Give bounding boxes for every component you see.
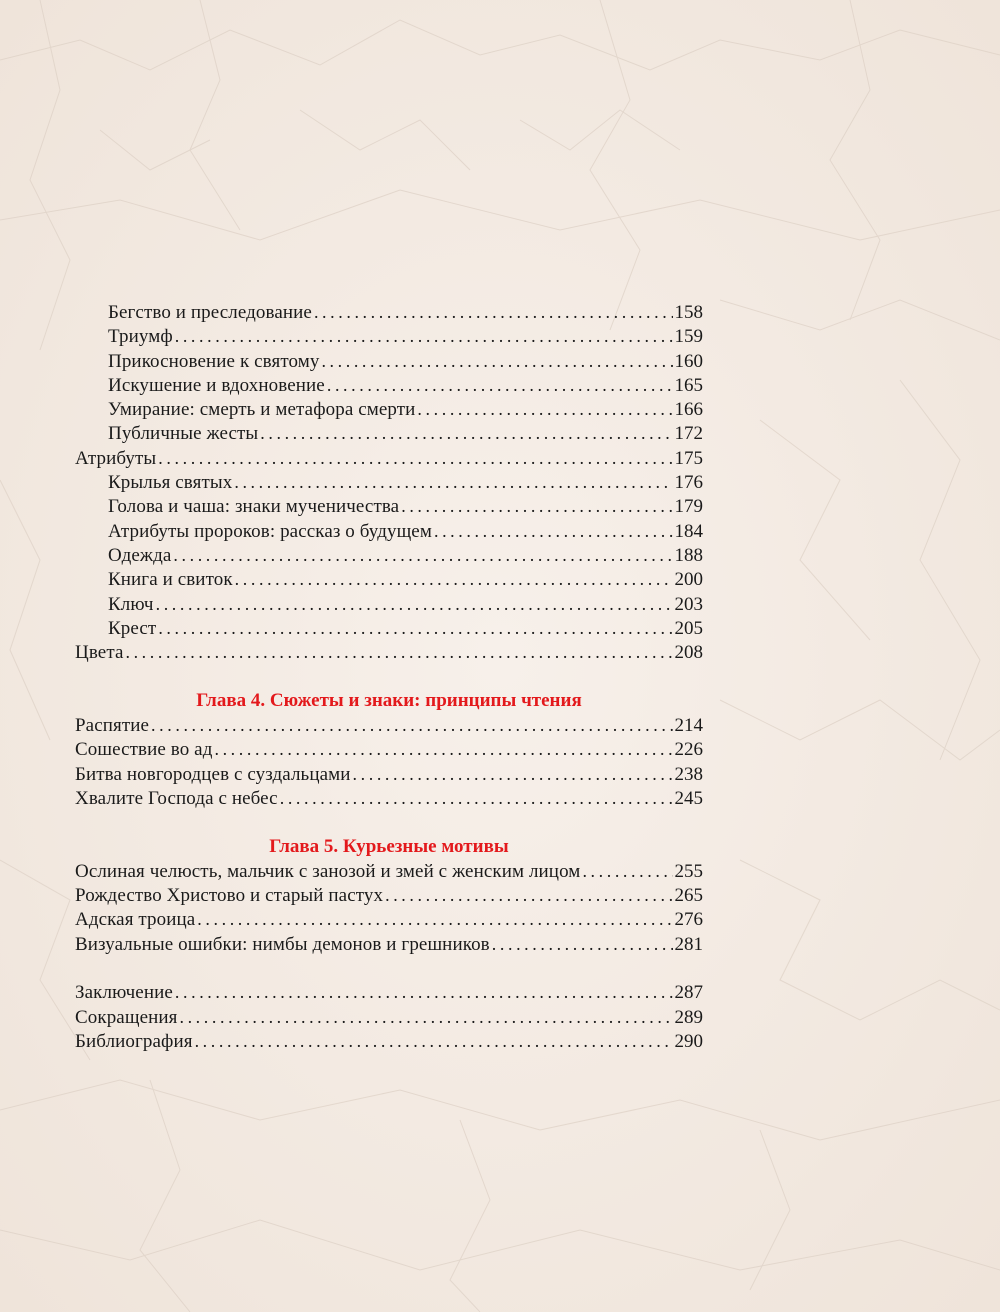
- toc-entry[interactable]: [75, 592, 703, 616]
- toc-entry-title: Ослиная челюсть, мальчик с занозой и змей с женским лицом: [75, 860, 581, 882]
- toc-section-chapter4: [75, 713, 703, 810]
- toc-dot-leader: [214, 737, 672, 761]
- toc-entry-title: Одежда: [108, 544, 172, 566]
- toc-entry[interactable]: [75, 616, 703, 640]
- toc-entry-title: Прикосновение к святому: [108, 350, 320, 372]
- toc-entry-title: Визуальные ошибки: нимбы демонов и грешников: [75, 933, 490, 955]
- toc-page-number: 165: [674, 374, 703, 396]
- toc-dot-leader: [385, 883, 672, 907]
- toc-entry[interactable]: [75, 300, 703, 324]
- toc-entry[interactable]: [75, 519, 703, 543]
- toc-entry[interactable]: [75, 859, 703, 883]
- toc-entry[interactable]: [75, 373, 703, 397]
- toc-page-number: 276: [674, 909, 703, 931]
- toc-entry[interactable]: [75, 1005, 703, 1029]
- toc-entry[interactable]: [75, 737, 703, 761]
- toc-page-number: 214: [674, 715, 703, 737]
- toc-entry-title: Атрибуты пророков: рассказ о будущем: [108, 520, 432, 542]
- toc-dot-leader: [492, 932, 673, 956]
- toc-entry[interactable]: [75, 786, 703, 810]
- toc-page-number: 208: [674, 642, 703, 664]
- toc-page-number: 200: [674, 569, 703, 591]
- toc-page-number: 281: [674, 933, 703, 955]
- toc-page-number: 205: [674, 617, 703, 639]
- toc-dot-leader: [175, 980, 673, 1004]
- toc-page-number: 160: [674, 350, 703, 372]
- toc-dot-leader: [314, 300, 673, 324]
- toc-entry[interactable]: [75, 494, 703, 518]
- toc-entry[interactable]: [75, 762, 703, 786]
- toc-page-number: 287: [674, 982, 703, 1004]
- toc-entry[interactable]: [75, 397, 703, 421]
- toc-dot-leader: [151, 713, 672, 737]
- toc-entry[interactable]: [75, 349, 703, 373]
- toc-dot-leader: [125, 640, 672, 664]
- toc-page-number: 289: [674, 1006, 703, 1028]
- toc-entry-title: Бегство и преследование: [108, 302, 312, 323]
- toc-dot-leader: [417, 397, 672, 421]
- toc-page-number: 184: [674, 520, 703, 542]
- table-of-contents: [75, 300, 703, 1053]
- toc-entry-title: Триумф: [108, 326, 173, 348]
- toc-page-number: 245: [674, 787, 703, 809]
- toc-page-number: 175: [674, 447, 703, 469]
- toc-dot-leader: [175, 324, 673, 348]
- toc-dot-leader: [158, 616, 672, 640]
- toc-entry-title: Умирание: смерть и метафора смерти: [108, 399, 416, 421]
- toc-entry[interactable]: [75, 713, 703, 737]
- toc-entry-title: Рождество Христово и старый пастух: [75, 885, 384, 907]
- toc-dot-leader: [197, 907, 672, 931]
- toc-page-number: 159: [674, 326, 703, 348]
- toc-page-number: 265: [674, 885, 703, 907]
- toc-entry-title: Голова и чаша: знаки мученичества: [108, 496, 400, 518]
- toc-page-number: 179: [674, 496, 703, 518]
- spacer: [75, 664, 703, 688]
- toc-page-number: 203: [674, 593, 703, 615]
- toc-entry-title: Крест: [108, 617, 157, 639]
- toc-dot-leader: [173, 543, 672, 567]
- toc-entry-title: Библиография: [75, 1030, 193, 1052]
- toc-entry-title: Сокращения: [75, 1006, 178, 1028]
- toc-page-number: 172: [674, 423, 703, 445]
- toc-entry[interactable]: [75, 446, 703, 470]
- toc-dot-leader: [280, 786, 673, 810]
- toc-entry-title: Хвалите Господа с небес: [75, 787, 278, 809]
- toc-entry-title: Публичные жесты: [108, 423, 259, 445]
- toc-entry[interactable]: [75, 980, 703, 1004]
- toc-dot-leader: [179, 1005, 672, 1029]
- toc-entry-title: Ключ: [108, 593, 154, 615]
- toc-entry[interactable]: [75, 907, 703, 931]
- toc-section-chapter5: [75, 859, 703, 956]
- toc-dot-leader: [234, 470, 672, 494]
- toc-entry-title: Цвета: [75, 642, 124, 664]
- spacer: [75, 810, 703, 834]
- toc-entry[interactable]: [75, 1029, 703, 1053]
- toc-entry[interactable]: [75, 543, 703, 567]
- toc-entry-title: Книга и свиток: [108, 569, 233, 591]
- toc-page-number: 226: [674, 739, 703, 761]
- toc-entry-title: Сошествие во ад: [75, 739, 213, 761]
- toc-dot-leader: [401, 494, 672, 518]
- toc-dot-leader: [327, 373, 673, 397]
- toc-section-chapter3-continued: [75, 300, 703, 664]
- toc-dot-leader: [353, 762, 673, 786]
- toc-entry[interactable]: [75, 640, 703, 664]
- toc-entry[interactable]: [75, 567, 703, 591]
- toc-dot-leader: [260, 421, 672, 445]
- toc-dot-leader: [156, 592, 673, 616]
- chapter-5-heading[interactable]: Глава 5. Курьезные мотивы: [269, 835, 509, 857]
- toc-page-number: 176: [674, 472, 703, 494]
- toc-page-number: 290: [674, 1030, 703, 1052]
- toc-entry-title: Атрибуты: [75, 447, 157, 469]
- toc-entry-title: Искушение и вдохновение: [108, 374, 325, 396]
- toc-page-number: 238: [674, 763, 703, 785]
- toc-entry-title: Адская троица: [75, 909, 196, 931]
- toc-entry-title: Крылья святых: [108, 472, 233, 494]
- toc-page-number: 158: [674, 302, 703, 323]
- toc-entry[interactable]: [75, 470, 703, 494]
- toc-entry[interactable]: [75, 883, 703, 907]
- toc-dot-leader: [235, 567, 673, 591]
- toc-entry-title: Распятие: [75, 715, 150, 737]
- toc-dot-leader: [321, 349, 672, 373]
- chapter-4-heading[interactable]: Глава 4. Сюжеты и знаки: принципы чтения: [196, 689, 582, 711]
- toc-page-number: 188: [674, 544, 703, 566]
- toc-entry[interactable]: [75, 324, 703, 348]
- toc-page-number: 166: [674, 399, 703, 421]
- toc-dot-leader: [582, 859, 672, 883]
- toc-page-number: 255: [674, 860, 703, 882]
- toc-dot-leader: [158, 446, 672, 470]
- spacer: [75, 956, 703, 980]
- toc-entry-title: Заключение: [75, 982, 173, 1004]
- toc-entry[interactable]: [75, 932, 703, 956]
- toc-dot-leader: [434, 519, 673, 543]
- toc-section-back-matter: [75, 980, 703, 1053]
- toc-entry-title: Битва новгородцев с суздальцами: [75, 763, 351, 785]
- toc-entry[interactable]: [75, 421, 703, 445]
- toc-dot-leader: [195, 1029, 673, 1053]
